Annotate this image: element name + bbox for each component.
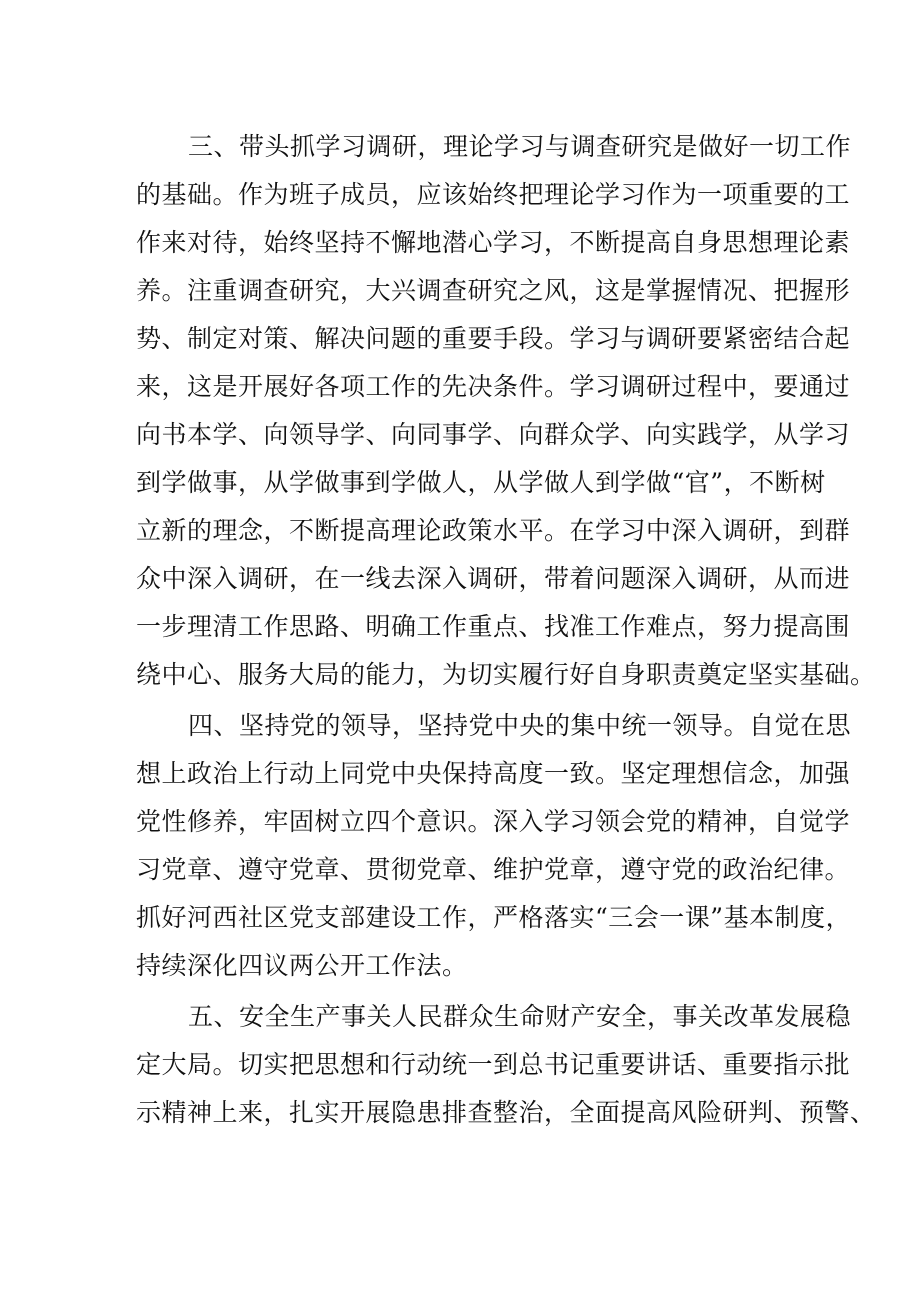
text-line: 势、制定对策、解决问题的重要手段。学习与调研要紧密结合起 bbox=[136, 324, 851, 353]
text-line: 习党章、遵守党章、贯彻党章、维护党章，遵守党的政治纪律。 bbox=[136, 855, 851, 884]
text-line: 来，这是开展好各项工作的先决条件。学习调研过程中，要通过 bbox=[136, 372, 851, 401]
text-line: 的基础。作为班子成员，应该始终把理论学习作为一项重要的工 bbox=[136, 180, 851, 209]
text-line: 示精神上来，扎实开展隐患排查整治，全面提高风险研判、预警、 bbox=[136, 1098, 876, 1127]
text-line: 四、坚持党的领导，坚持党中央的集中统一领导。自觉在思 bbox=[188, 711, 852, 740]
text-line: 想上政治上行动上同党中央保持高度一致。坚定理想信念，加强 bbox=[136, 759, 851, 788]
text-line: 绕中心、服务大局的能力，为切实履行好自身职责奠定坚实基础。 bbox=[136, 660, 876, 689]
text-line: 定大局。切实把思想和行动统一到总书记重要讲话、重要指示批 bbox=[136, 1050, 851, 1079]
text-line: 到学做事，从学做事到学做人，从学做人到学做“官”，不断树 bbox=[136, 468, 826, 497]
text-line: 养。注重调查研究，大兴调查研究之风，这是掌握情况、把握形 bbox=[136, 276, 851, 305]
text-line: 作来对待，始终坚持不懈地潜心学习，不断提高自身思想理论素 bbox=[136, 228, 851, 257]
text-line: 众中深入调研，在一线去深入调研，带着问题深入调研，从而进 bbox=[136, 564, 851, 593]
text-line: 五、安全生产事关人民群众生命财产安全，事关改革发展稳 bbox=[188, 1002, 852, 1031]
text-line: 三、带头抓学习调研，理论学习与调查研究是做好一切工作 bbox=[188, 132, 852, 161]
text-line: 向书本学、向领导学、向同事学、向群众学、向实践学，从学习 bbox=[136, 420, 851, 449]
text-line: 抓好河西社区党支部建设工作，严格落实“三会一课”基本制度， bbox=[136, 903, 852, 932]
text-line: 一步理清工作思路、明确工作重点、找准工作难点，努力提高围 bbox=[136, 612, 851, 641]
text-line: 党性修养，牢固树立四个意识。深入学习领会党的精神，自觉学 bbox=[136, 807, 851, 836]
text-line: 立新的理念，不断提高理论政策水平。在学习中深入调研，到群 bbox=[136, 516, 851, 545]
text-line: 持续深化四议两公开工作法。 bbox=[136, 951, 468, 980]
